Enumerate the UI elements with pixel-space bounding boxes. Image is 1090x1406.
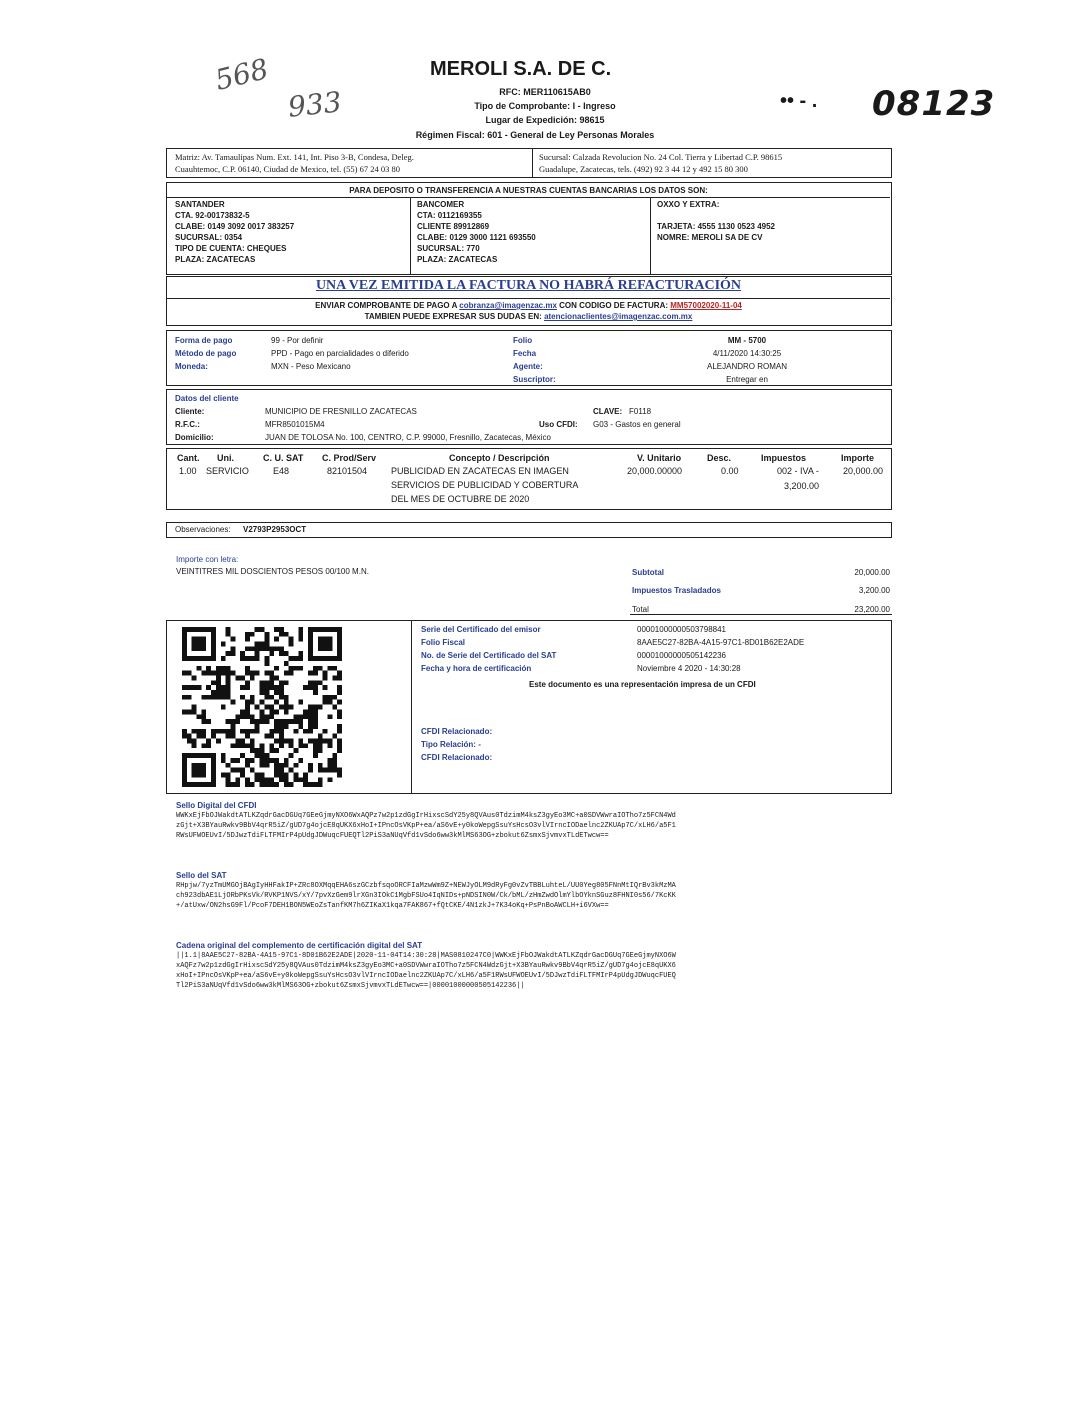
col-header-concepto: Concepto / Descripción <box>449 453 550 463</box>
bancomer-line: PLAZA: ZACATECAS <box>417 255 498 264</box>
col-header-cusat: C. U. SAT <box>263 453 304 463</box>
oxxo-block <box>657 199 775 243</box>
total-label: Total <box>632 605 649 614</box>
notice-box <box>166 276 892 326</box>
client-heading: Datos del cliente <box>175 394 239 403</box>
santander-line: PLAZA: ZACATECAS <box>175 255 256 264</box>
notice-line-2 <box>167 311 890 322</box>
cadena-original-value: ||1.1|8AAE5C27-82BA-4A15-97C1-8D01B62E2ADE|2020-11-04T14:30:28|MAS0810247C0|WWKxEjFbOJWakdtATLKZqdrGacDGUq7GEeGjmyNXO6WxAQFz7w2p1zdGgIrHixscSdY25y8QVAus0TdzimM4ksZ3gyEo3MC+a0SDVWwraIOTho7z5FCN4WdzGjt+X3BYauRwkv9BbV4qrR5iZ/gUD7g4ojcE8qUKX6xHoI+IPncOsVKpP+ea/aS6vE+y0koWepgSsuYsHcsO3vlVIrncIODaelnc2ZKUAp7C/xLH6/a5F1RWsUFWOEUvI/5DJwzTdiFLTFMIrP4pUdgJDWuqcFUEQTl2PiS3aNUqVfd1vSdo6ww3kMlMS63OG+zbokut6ZsmxSjvmvxTLdETwcw==|00001000000505142236|| <box>176 952 676 990</box>
notice-line-1-mid: CON CODIGO DE FACTURA: <box>559 301 669 310</box>
sello-cfdi-value: WWKxEjFbOJWakdtATLKZqdrGacDGUq7GEeGjmyNXO6WxAQPz7w2p1zdGgIrHixscSdY25y8QVAus0TdzimM4ksZ3gyEo3MC+a0SDVWwraIOTho7z5FCN4WdzGjt+X3BYauRwkv9BbV4qrR5iZ/gUD7g4ojcE8qUKX6xHoI+IPncOsVKpP+ea/aS6vE+y0koWepgSsuYsHcsO3vlVIrncIODaelnc2ZKUAp7C/xLH6/a5F1RWsUFWOEUvI/5DJwzTdiFLTFMIrP4pUdgJDWuqcFUEQTl2PiS3aNUqVfd1vSdo6ww3kMlMS63OG+zbokut6ZsmxSjvmvxTLdETwcw== <box>176 812 676 840</box>
row-impuesto-tipo: 002 - IVA - <box>777 466 819 476</box>
sello-sat-value: RHpjw/7yzTmUMGOjBAgIyHHFakIP+ZRc8OXMqqEHA6szGCzbfsqoORCFIaMzwWm9Z+NEWJyOLM9dRyFg0vZvTBBLuhteL/UU0Yeg805FNnMtIQrBv3kMzMAch923dbAE1LjORbPKsVk/RVKP1NVS/xY/7pvXzGem9lrXGn3IOkC1MgbFSUo4IqNIDs+pNDSIN0W/Ck/bML/zHmZwdOlmYlbOYknSGuz8FHNI0s56/7KcKK+/atUxw/ON2hsG9Fl/PcoF7DEH1BON5WEoZsTanfKM7h6ZIKaX1kqa7FAK867+fQtCKE/4N1zkJ+7K34oKq+PsPnBoAWCLH+i6VXw== <box>176 882 676 910</box>
importe-letra-value: VEINTITRES MIL DOSCIENTOS PESOS 00/100 M.N. <box>176 567 369 576</box>
handwritten-marks: •• - . <box>780 90 818 112</box>
notice-line-1-text: ENVIAR COMPROBANTE DE PAGO A <box>315 301 458 310</box>
forma-pago-value: 99 - Por definir <box>271 336 324 345</box>
regimen-fiscal: Régimen Fiscal: 601 - General de Ley Personas Morales <box>415 130 655 140</box>
qr-code-graphic <box>182 627 342 787</box>
santander-line: SUCURSAL: 0354 <box>175 233 243 242</box>
invoice-code: MM57002020-11-04 <box>670 301 742 310</box>
col-header-cant: Cant. <box>177 453 200 463</box>
bank-divider-1 <box>410 197 411 274</box>
row-desc-2: SERVICIOS DE PUBLICIDAD Y COBERTURA <box>391 480 579 490</box>
cfdi-divider <box>411 621 412 793</box>
company-name: MEROLI S.A. DE C. <box>430 58 612 80</box>
bancomer-line: CLIENTE 89912869 <box>417 222 490 231</box>
client-box <box>166 389 892 445</box>
row-descuento: 0.00 <box>721 466 739 476</box>
oxxo-line: TARJETA: 4555 1130 0523 4952 <box>657 222 776 231</box>
suscriptor-label: Suscriptor: <box>513 375 556 384</box>
metodo-pago-value: PPD - Pago en parcialidades o diferido <box>271 349 409 358</box>
serie-emisor-value: 00001000000503798841 <box>637 625 726 634</box>
bancomer-line: SUCURSAL: 770 <box>417 244 480 253</box>
domicilio-label: Domicilio: <box>175 433 214 442</box>
bank-divider-2 <box>650 197 651 274</box>
suscriptor-value: Entregar en <box>726 375 768 384</box>
tipo-comprobante: Tipo de Comprobante: I - Ingreso <box>474 101 616 111</box>
folio-stamp: 08123 <box>872 84 996 124</box>
sello-cfdi-label: Sello Digital del CFDI <box>176 801 257 810</box>
forma-pago-label: Forma de pago <box>175 336 233 345</box>
col-header-desc: Desc. <box>707 453 732 463</box>
sello-sat-label: Sello del SAT <box>176 871 227 880</box>
fecha-value: 4/11/2020 14:30:25 <box>712 349 782 358</box>
bancomer-line: CTA: 0112169355 <box>417 211 482 220</box>
row-cprod: 82101504 <box>327 466 368 476</box>
importe-letra-label: Importe con letra: <box>176 555 239 564</box>
santander-line: SANTANDER <box>175 200 225 209</box>
row-importe: 20,000.00 <box>843 466 884 476</box>
notice-line-2-text: TAMBIEN PUEDE EXPRESAR SUS DUDAS EN: <box>364 312 542 321</box>
row-impuesto-monto: 3,200.00 <box>784 481 820 491</box>
address-divider <box>532 149 533 177</box>
folio-label: Folio <box>513 336 533 345</box>
rfc-value: MFR8501015M4 <box>265 420 325 429</box>
serie-emisor-label: Serie del Certificado del emisor <box>421 625 541 634</box>
uso-cfdi-label: Uso CFDI: <box>539 420 578 429</box>
row-vunit: 20,000.00000 <box>627 466 683 476</box>
santander-line: CTA. 92-00173832-5 <box>175 211 250 220</box>
fecha-label: Fecha <box>513 349 537 358</box>
agente-label: Agente: <box>513 362 543 371</box>
notice-line-1 <box>167 298 890 311</box>
fecha-cert-value: Noviembre 4 2020 - 14:30:28 <box>637 664 741 673</box>
total-underline <box>630 614 892 615</box>
total-value: 23,200.00 <box>854 605 890 614</box>
col-header-uni: Uni. <box>217 453 234 463</box>
folio-fiscal-label: Folio Fiscal <box>421 638 466 647</box>
serie-sat-label: No. de Serie del Certificado del SAT <box>421 651 557 660</box>
impuestos-trasladados-value: 3,200.00 <box>858 586 890 595</box>
tipo-relacion-label: Tipo Relación: - <box>421 740 481 749</box>
bancomer-line: BANCOMER <box>417 200 465 209</box>
folio-value: MM - 5700 <box>727 336 767 345</box>
rfc-label: R.F.C.: <box>175 420 200 429</box>
observaciones-box <box>166 522 892 538</box>
santander-line: CLABE: 0149 3092 0017 383257 <box>175 222 295 231</box>
representacion-impresa: Este documento es una representación impresa de un CFDI <box>529 680 756 689</box>
agente-value: ALEJANDRO ROMAN <box>706 362 787 371</box>
observaciones-label: Observaciones: <box>175 525 231 534</box>
subtotal-label: Subtotal <box>632 568 664 577</box>
oxxo-line: OXXO Y EXTRA: <box>657 200 720 209</box>
bancomer-line: CLABE: 0129 3000 1121 693550 <box>417 233 536 242</box>
cadena-original-label: Cadena original del complemento de certificación digital del SAT <box>176 941 423 950</box>
oxxo-line: NOMRE: MEROLI SA DE CV <box>657 233 763 242</box>
matriz-line-2: Cuauhtemoc, C.P. 06140, Ciudad de Mexico, tel. (55) 67 24 03 80 <box>175 164 400 174</box>
col-header-impuestos: Impuestos <box>761 453 807 463</box>
cobranza-email-link[interactable]: cobranza@imagenzac.mx <box>459 301 557 310</box>
concepts-table <box>166 448 892 510</box>
subtotal-value: 20,000.00 <box>854 568 890 577</box>
handwritten-note-1: 568 <box>211 52 272 97</box>
clave-label: CLAVE: <box>593 407 623 416</box>
notice-title: UNA VEZ EMITIDA LA FACTURA NO HABRÁ REFACTURACIÓN <box>315 278 742 293</box>
col-header-cprod: C. Prod/Serv <box>322 453 377 463</box>
row-desc-3: DEL MES DE OCTUBRE DE 2020 <box>391 494 530 504</box>
serie-sat-value: 00001000000505142236 <box>637 651 726 660</box>
santander-block <box>175 199 294 265</box>
bank-accounts-box <box>166 182 892 275</box>
addresses-box <box>166 148 892 178</box>
cliente-value: MUNICIPIO DE FRESNILLO ZACATECAS <box>265 407 417 416</box>
clave-value: F0118 <box>629 407 652 416</box>
handwritten-note-2: 933 <box>286 85 344 124</box>
impuestos-trasladados-label: Impuestos Trasladados <box>632 586 721 595</box>
fecha-cert-label: Fecha y hora de certificación <box>421 664 532 673</box>
company-rfc: RFC: MER110615AB0 <box>499 87 591 97</box>
cfdi-relacionado-label-2: CFDI Relacionado: <box>421 753 493 762</box>
payment-box <box>166 330 892 386</box>
row-desc-1: PUBLICIDAD EN ZACATECAS EN IMAGEN <box>391 466 569 476</box>
uso-cfdi-value: G03 - Gastos en general <box>593 420 681 429</box>
bancomer-block <box>417 199 536 265</box>
moneda-value: MXN - Peso Mexicano <box>271 362 351 371</box>
matriz-line-1: Matriz: Av. Tamaulipas Num. Ext. 141, Int. Piso 3-B, Condesa, Deleg. <box>175 152 414 162</box>
cliente-label: Cliente: <box>175 407 205 416</box>
bank-heading: PARA DEPOSITO O TRANSFERENCIA A NUESTRAS CUENTAS BANCARIAS LOS DATOS SON: <box>167 185 890 198</box>
row-cant: 1.00 <box>179 466 197 476</box>
oxxo-spacer <box>657 210 775 221</box>
cfdi-relacionado-label-1: CFDI Relacionado: <box>421 727 493 736</box>
lugar-expedicion: Lugar de Expedición: 98615 <box>485 115 605 125</box>
atencion-email-link[interactable]: atencionaclientes@imagenzac.com.mx <box>544 312 693 321</box>
row-uni: SERVICIO <box>206 466 249 476</box>
metodo-pago-label: Método de pago <box>175 349 237 358</box>
moneda-label: Moneda: <box>175 362 208 371</box>
col-header-vunit: V. Unitario <box>637 453 682 463</box>
observaciones-value: V2793P2953OCT <box>243 525 307 534</box>
santander-line: TIPO DE CUENTA: CHEQUES <box>175 244 287 253</box>
domicilio-value: JUAN DE TOLOSA No. 100, CENTRO, C.P. 99000, Fresnillo, Zacatecas, México <box>265 433 551 442</box>
col-header-importe: Importe <box>841 453 875 463</box>
sucursal-line-2: Guadalupe, Zacatecas, tels. (492) 92 3 44 12 y 492 15 80 300 <box>539 164 748 174</box>
row-cusat: E48 <box>273 466 290 476</box>
qr-code <box>182 627 342 787</box>
folio-fiscal-value: 8AAE5C27-82BA-4A15-97C1-8D01B62E2ADE <box>637 638 805 647</box>
sucursal-line-1: Sucursal: Calzada Revolucion No. 24 Col. Tierra y Libertad C.P. 98615 <box>539 152 783 162</box>
